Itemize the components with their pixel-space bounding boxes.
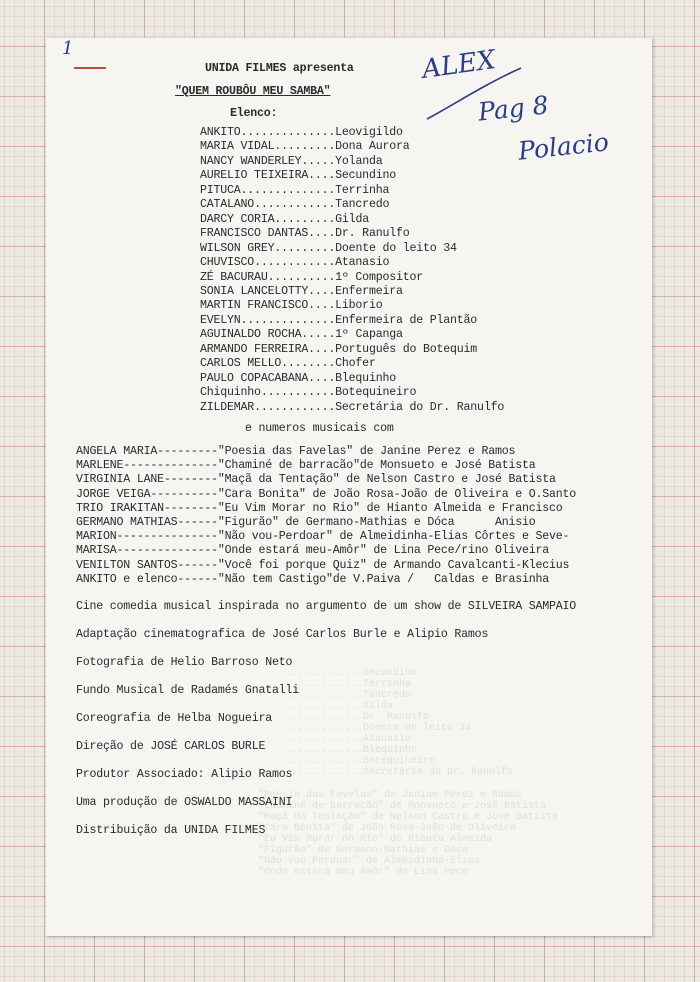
musical-artist: MARISA <box>76 544 117 558</box>
cast-role: Chofer <box>335 357 376 371</box>
cast-actor: AURELIO TEIXEIRA <box>200 169 309 183</box>
musical-row <box>76 502 563 515</box>
cast-row <box>200 357 376 370</box>
cast-row <box>200 213 369 226</box>
cast-role: Blequinho <box>335 371 396 385</box>
cast-role: Atanasio <box>335 256 390 270</box>
musical-song: "Eu Vim Morar no Rio" de Hianto Almeida e Francisco <box>217 501 563 515</box>
musical-artist: GERMANO MATHIAS <box>76 516 178 529</box>
corner-page-mark: 1 <box>62 38 74 59</box>
cast-role: Dr. Ranulfo <box>335 227 410 241</box>
musical-row <box>76 544 549 557</box>
cast-row <box>200 314 477 327</box>
cast-dots: .............. <box>240 126 336 139</box>
handwritten-page-note: Pag 8 <box>476 90 550 127</box>
cast-row <box>200 328 403 341</box>
musical-row <box>76 573 549 586</box>
musical-song: "Maçã da Tentação" de Nelson Castro e José Batista <box>217 473 556 487</box>
musical-artist: ANKITO e elenco <box>76 572 178 586</box>
musical-dashes: ------ <box>177 558 218 572</box>
cast-dots: ......... <box>274 241 336 255</box>
cast-dots: .... <box>308 299 336 313</box>
cast-actor: Chiquinho <box>200 386 261 400</box>
cast-dots: .... <box>308 371 336 385</box>
musical-row <box>76 488 576 501</box>
cast-dots: ............ <box>254 400 336 414</box>
musical-song: "Chaminé de barracão"de Monsueto e José Batista <box>217 459 536 473</box>
cast-dots: ........ <box>281 357 336 371</box>
musical-row <box>76 516 536 529</box>
cast-actor: AGUINALDO ROCHA <box>200 328 302 342</box>
film-title: "QUEM ROUBÔU MEU SAMBA" <box>175 85 331 98</box>
cast-role: Dona Aurora <box>335 140 410 154</box>
musical-song: "Não vou-Perdoar" de Almeidinha-Elias Côrtes e Seve- <box>217 530 570 544</box>
musical-intro: e numeros musicais com <box>245 422 394 435</box>
cast-row <box>200 140 410 153</box>
credit-line: Fundo Musical de Radamés Gnatalli <box>76 684 299 697</box>
cast-role: Yolanda <box>335 154 383 168</box>
cast-row <box>200 155 382 168</box>
musical-row <box>76 530 569 543</box>
cast-role: Liborio <box>335 299 383 313</box>
cast-row <box>200 126 403 139</box>
cast-dots: .............. <box>240 183 336 197</box>
musical-dashes: -------- <box>163 473 218 487</box>
musical-row <box>76 473 556 486</box>
musical-artist: JORGE VEIGA <box>76 487 151 501</box>
musical-dashes: -------- <box>163 501 218 515</box>
cast-actor: ZILDEMAR <box>200 400 255 414</box>
cast-role: Botequineiro <box>335 386 417 400</box>
credit-line: Fotografia de Helio Barroso Neto <box>76 656 293 669</box>
credit-line: Cine comedia musical inspirada no argumento de um show de SILVEIRA SAMPAIO <box>76 600 577 613</box>
cast-dots: ..... <box>301 154 336 168</box>
musical-artist: MARLENE <box>76 459 124 473</box>
cast-actor: ARMANDO FERREIRA <box>200 342 309 356</box>
cast-row <box>200 299 382 312</box>
cast-dots: .......... <box>267 270 336 284</box>
musical-row <box>76 459 536 472</box>
credit-line: Distribuição da UNIDA FILMES <box>76 824 266 837</box>
musical-dashes: --------------- <box>116 544 218 558</box>
credit-line: Direção de JOSÉ CARLOS BURLE <box>76 740 266 753</box>
cast-role: Leovigildo <box>335 126 403 139</box>
cast-row <box>200 401 504 414</box>
cast-actor: ZÉ BACURAU <box>200 270 268 284</box>
cast-actor: MARTIN FRANCISCO <box>200 299 309 313</box>
cast-row <box>200 198 389 211</box>
handwritten-note: Polacio <box>516 127 611 166</box>
musical-song: "Figurão" de Germano-Mathias e Dóca Anisio <box>217 516 536 529</box>
cast-role: Enfermeira <box>335 284 403 298</box>
cast-actor: FRANCISCO DANTAS <box>200 227 309 241</box>
cast-row <box>200 184 389 197</box>
musical-row <box>76 445 515 458</box>
cast-actor: ANKITO <box>200 126 241 139</box>
cast-dots: ............ <box>254 256 336 270</box>
credit-line: Adaptação cinematografica de José Carlos Burle e Alipio Ramos <box>76 628 489 641</box>
cast-row <box>200 285 403 298</box>
musical-song: "Você foi porque Quiz" de Armando Cavalcanti-Klecius <box>217 558 570 572</box>
cast-actor: PAULO COPACABANA <box>200 371 309 385</box>
cast-row <box>200 242 457 255</box>
cast-actor: MARIA VIDAL <box>200 140 275 154</box>
cast-actor: PITUCA <box>200 183 241 197</box>
cast-role: Português do Botequim <box>335 342 478 356</box>
cast-dots: ........... <box>260 386 336 400</box>
cast-role: Doente do leito 34 <box>335 241 457 255</box>
musical-dashes: ---------- <box>150 487 218 501</box>
cast-actor: CHUVISCO <box>200 256 255 270</box>
cast-role: Secretária do Dr. Ranulfo <box>335 400 505 414</box>
cast-row <box>200 343 477 356</box>
cast-role: Terrinha <box>335 183 390 197</box>
cast-heading: Elenco: <box>230 107 278 120</box>
handwritten-name: ALEX <box>420 45 498 85</box>
musical-dashes: ------ <box>177 516 218 529</box>
musical-song: "Poesia das Favelas" de Janine Perez e Ramos <box>217 445 516 458</box>
cast-actor: CATALANO <box>200 198 255 212</box>
musical-artist: MARION <box>76 530 117 544</box>
cast-actor: EVELYN <box>200 313 241 327</box>
musical-song: "Onde estará meu-Amôr" de Lina Pece/rino Oliveira <box>217 544 550 558</box>
cast-row <box>200 256 389 269</box>
musical-artist: ANGELA MARIA <box>76 445 158 458</box>
musical-artist: VIRGINIA LANE <box>76 473 164 487</box>
presenter-line: UNIDA FILMES apresenta <box>205 62 354 75</box>
musical-dashes: -------------- <box>123 459 218 473</box>
cast-actor: DARCY CORIA <box>200 212 275 226</box>
cast-row <box>200 169 396 182</box>
cast-dots: .... <box>308 342 336 356</box>
show-through-text: .............Secundino .............Terrinha .............Tancredo .............Gilda .............Dr. Ranulfo .............Doente do leito 34 .............Atanasio .............Blequinho .............Botequineiro .............Secretária do Dr. Ranulfo <box>285 668 514 778</box>
credit-line: Coreografia de Helba Nogueira <box>76 712 272 725</box>
cast-dots: .... <box>308 169 336 183</box>
cast-row <box>200 227 410 240</box>
cast-dots: .............. <box>240 313 336 327</box>
cast-row <box>200 271 423 284</box>
cast-row <box>200 386 416 399</box>
cast-dots: .... <box>308 227 336 241</box>
cast-actor: SONIA LANCELOTTY <box>200 284 309 298</box>
musical-artist: TRIO IRAKITAN <box>76 501 164 515</box>
musical-song: "Não tem Castigo"de V.Paiva / Caldas e Brasinha <box>217 572 550 586</box>
cast-role: Secundino <box>335 169 396 183</box>
cast-dots: ............ <box>254 198 336 212</box>
cast-dots: ......... <box>274 140 336 154</box>
cast-dots: ......... <box>274 212 336 226</box>
musical-song: "Cara Bonita" de João Rosa-João de Oliveira e O.Santo <box>217 487 577 501</box>
cast-role: 1º Capanga <box>335 328 403 342</box>
credit-line: Produtor Associado: Alipio Ramos <box>76 768 293 781</box>
cast-actor: WILSON GREY <box>200 241 275 255</box>
cast-row <box>200 372 396 385</box>
musical-dashes: ------ <box>177 572 218 586</box>
red-pencil-mark <box>74 67 106 69</box>
musical-dashes: --------- <box>157 445 218 458</box>
cast-dots: .... <box>308 284 336 298</box>
cast-role: Tancredo <box>335 198 390 212</box>
musical-row <box>76 559 569 572</box>
cast-actor: NANCY WANDERLEY <box>200 154 302 168</box>
musical-dashes: --------------- <box>116 530 218 544</box>
cast-role: Gilda <box>335 212 369 226</box>
credit-line: Uma produção de OSWALDO MASSAINI <box>76 796 293 809</box>
show-through-text-lower: "Poesia das Favelas" de Janine Perez e Ramos "Chaminé de barracão" de Monsueto e José Batista "Maçã da Tentação" de Nelson Castro e José Batista "Cara Bonita" de João Rosa-João de Oliveira "Eu Vim Morar no Rio" de Hianto Almeida "Figurão" de Germano-Mathias e Dóca "Não vou Perdoar" de Almeidinha-Elias "Onde estará meu Amôr" de Lina Pece <box>258 790 559 878</box>
cast-actor: CARLOS MELLO <box>200 357 282 371</box>
musical-artist: VENILTON SANTOS <box>76 558 178 572</box>
cast-dots: ..... <box>301 328 336 342</box>
cast-role: 1º Compositor <box>335 270 424 284</box>
cast-role: Enfermeira de Plantão <box>335 313 478 327</box>
